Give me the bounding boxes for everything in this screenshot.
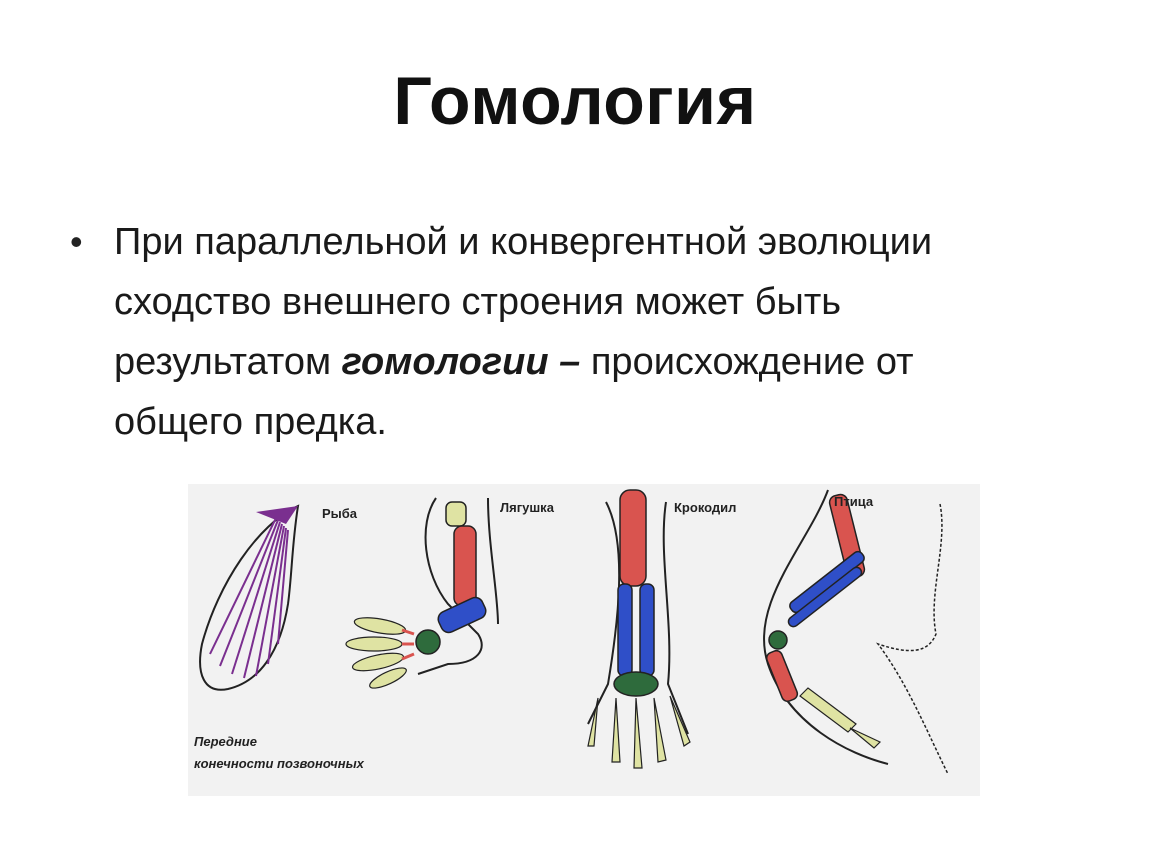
homology-figure: [188, 484, 980, 796]
slide-title: Гомология: [393, 63, 757, 139]
bullet-text-after: происхождение от общего предка.: [114, 341, 914, 443]
label-fish: Рыба: [322, 506, 358, 521]
frog-limb: [346, 498, 498, 692]
bullet-dot: •: [70, 221, 83, 262]
bullet-emphasis: гомологии –: [341, 341, 581, 383]
fish-fin: [200, 506, 298, 690]
label-crocodile: Крокодил: [674, 500, 737, 515]
crocodile-limb: [588, 490, 690, 768]
bullet-text: [114, 212, 1034, 452]
label-frog: Лягушка: [500, 500, 554, 515]
label-bird: Птица: [834, 494, 874, 509]
bullet-text-before: При параллельной и конвергентной эволюции сходство внешнего строения может быть результатом: [114, 221, 933, 383]
limbs-illustration: [188, 484, 980, 796]
caption-line1: Передние: [194, 734, 257, 749]
caption-line2: конечности позвоночных: [194, 756, 364, 771]
bird-wing: [764, 490, 948, 774]
